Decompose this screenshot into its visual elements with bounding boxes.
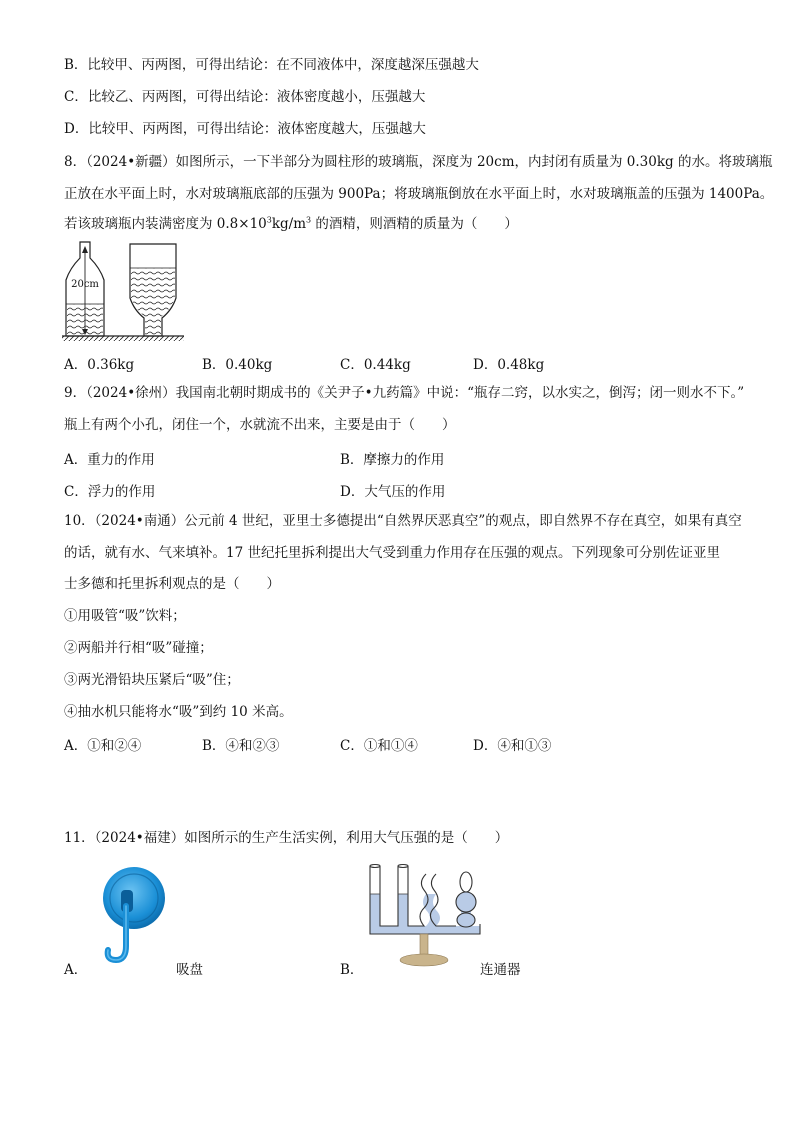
q10-stem-line2: 的话，就有水、气来填补。17 世纪托里拆利提出大气受到重力作用存在压强的观点。下列现象可分别佐证亚里 xyxy=(64,545,720,561)
q10-stem-line1: 10．（2024•南通）公元前 4 世纪，亚里士多德提出“自然界厌恶真空”的观点，即自然界不存在真空，如果有真空 xyxy=(64,513,742,529)
q8-option-a[interactable]: A．0.36kg xyxy=(64,357,135,373)
q8-stem-line1: 8．（2024•新疆）如图所示，一下半部分为圆柱形的玻璃瓶，深度为 20cm，内封闭有质量为 0.30kg 的水。将玻璃瓶 xyxy=(64,154,773,170)
q8-stem-text-b: kg/m xyxy=(271,216,307,232)
q9-stem-line2: 瓶上有两个小孔，闭住一个，水就流不出来，主要是由于（ ） xyxy=(64,417,456,433)
q8-stem-text-c: 的酒精，则酒精的质量为（ ） xyxy=(311,216,518,232)
q9-option-c[interactable]: C．浮力的作用 xyxy=(64,484,156,500)
q10-item-1: ①用吸管“吸”饮料； xyxy=(64,608,186,624)
q8-depth-label: 20cm xyxy=(71,279,99,290)
q7-option-b: B．比较甲、丙两图，可得出结论：在不同液体中，深度越深压强越大 xyxy=(64,57,479,73)
q8-sup-1: 3 xyxy=(266,215,272,225)
q11-option-b-caption: 连通器 xyxy=(480,962,521,978)
q8-bottle-figure xyxy=(60,240,190,344)
q10-option-c[interactable]: C．①和①④ xyxy=(340,738,418,754)
q9-options-row2 xyxy=(0,480,794,500)
q8-sup-2: 3 xyxy=(306,215,312,225)
q10-option-b[interactable]: B．④和②③ xyxy=(202,738,280,754)
q9-option-b[interactable]: B．摩擦力的作用 xyxy=(340,452,445,468)
q8-options xyxy=(0,353,794,373)
q7-option-c: C．比较乙、丙两图，可得出结论：液体密度越小，压强越大 xyxy=(64,89,426,105)
q11-option-a-caption: 吸盘 xyxy=(176,962,203,978)
q8-stem-text-a: 若该玻璃瓶内装满密度为 0.8×10 xyxy=(64,216,267,232)
q11-option-a-letter[interactable]: A． xyxy=(64,962,88,978)
q8-stem-line3 xyxy=(64,215,518,233)
q10-item-3: ③两光滑铅块压紧后“吸”住； xyxy=(64,672,240,688)
q10-option-a[interactable]: A．①和②④ xyxy=(64,738,142,754)
q9-options-row1 xyxy=(0,448,794,468)
q9-option-a[interactable]: A．重力的作用 xyxy=(64,452,155,468)
q7-option-d: D．比较甲、丙两图，可得出结论：液体密度越大，压强越大 xyxy=(64,121,426,137)
q11-stem: 11．（2024•福建）如图所示的生产生活实例，利用大气压强的是（ ） xyxy=(64,830,509,846)
q8-stem-line2: 正放在水平面上时，水对玻璃瓶底部的压强为 900Pa；将玻璃瓶倒放在水平面上时，水对玻璃瓶盖的压强为 1400Pa。 xyxy=(64,186,774,202)
q8-option-b[interactable]: B．0.40kg xyxy=(202,357,273,373)
q10-options xyxy=(0,734,794,754)
q10-item-2: ②两船并行相“吸”碰撞； xyxy=(64,640,213,656)
q8-option-c[interactable]: C．0.44kg xyxy=(340,357,411,373)
communicating-vessels-image xyxy=(360,860,490,972)
q11-option-b-letter[interactable]: B． xyxy=(340,962,364,978)
q9-stem-line1: 9．（2024•徐州）我国南北朝时期成书的《关尹子•九药篇》中说：“瓶存二窍，以水实之，倒泻；闭一则水不下。” xyxy=(64,385,745,401)
q10-option-d[interactable]: D．④和①③ xyxy=(473,738,552,754)
q10-stem-line3: 士多德和托里拆利观点的是（ ） xyxy=(64,576,280,592)
suction-cup-image xyxy=(98,860,168,972)
q9-option-d[interactable]: D．大气压的作用 xyxy=(340,484,446,500)
q10-item-4: ④抽水机只能将水“吸”到约 10 米高。 xyxy=(64,704,293,720)
q8-option-d[interactable]: D．0.48kg xyxy=(473,357,545,373)
